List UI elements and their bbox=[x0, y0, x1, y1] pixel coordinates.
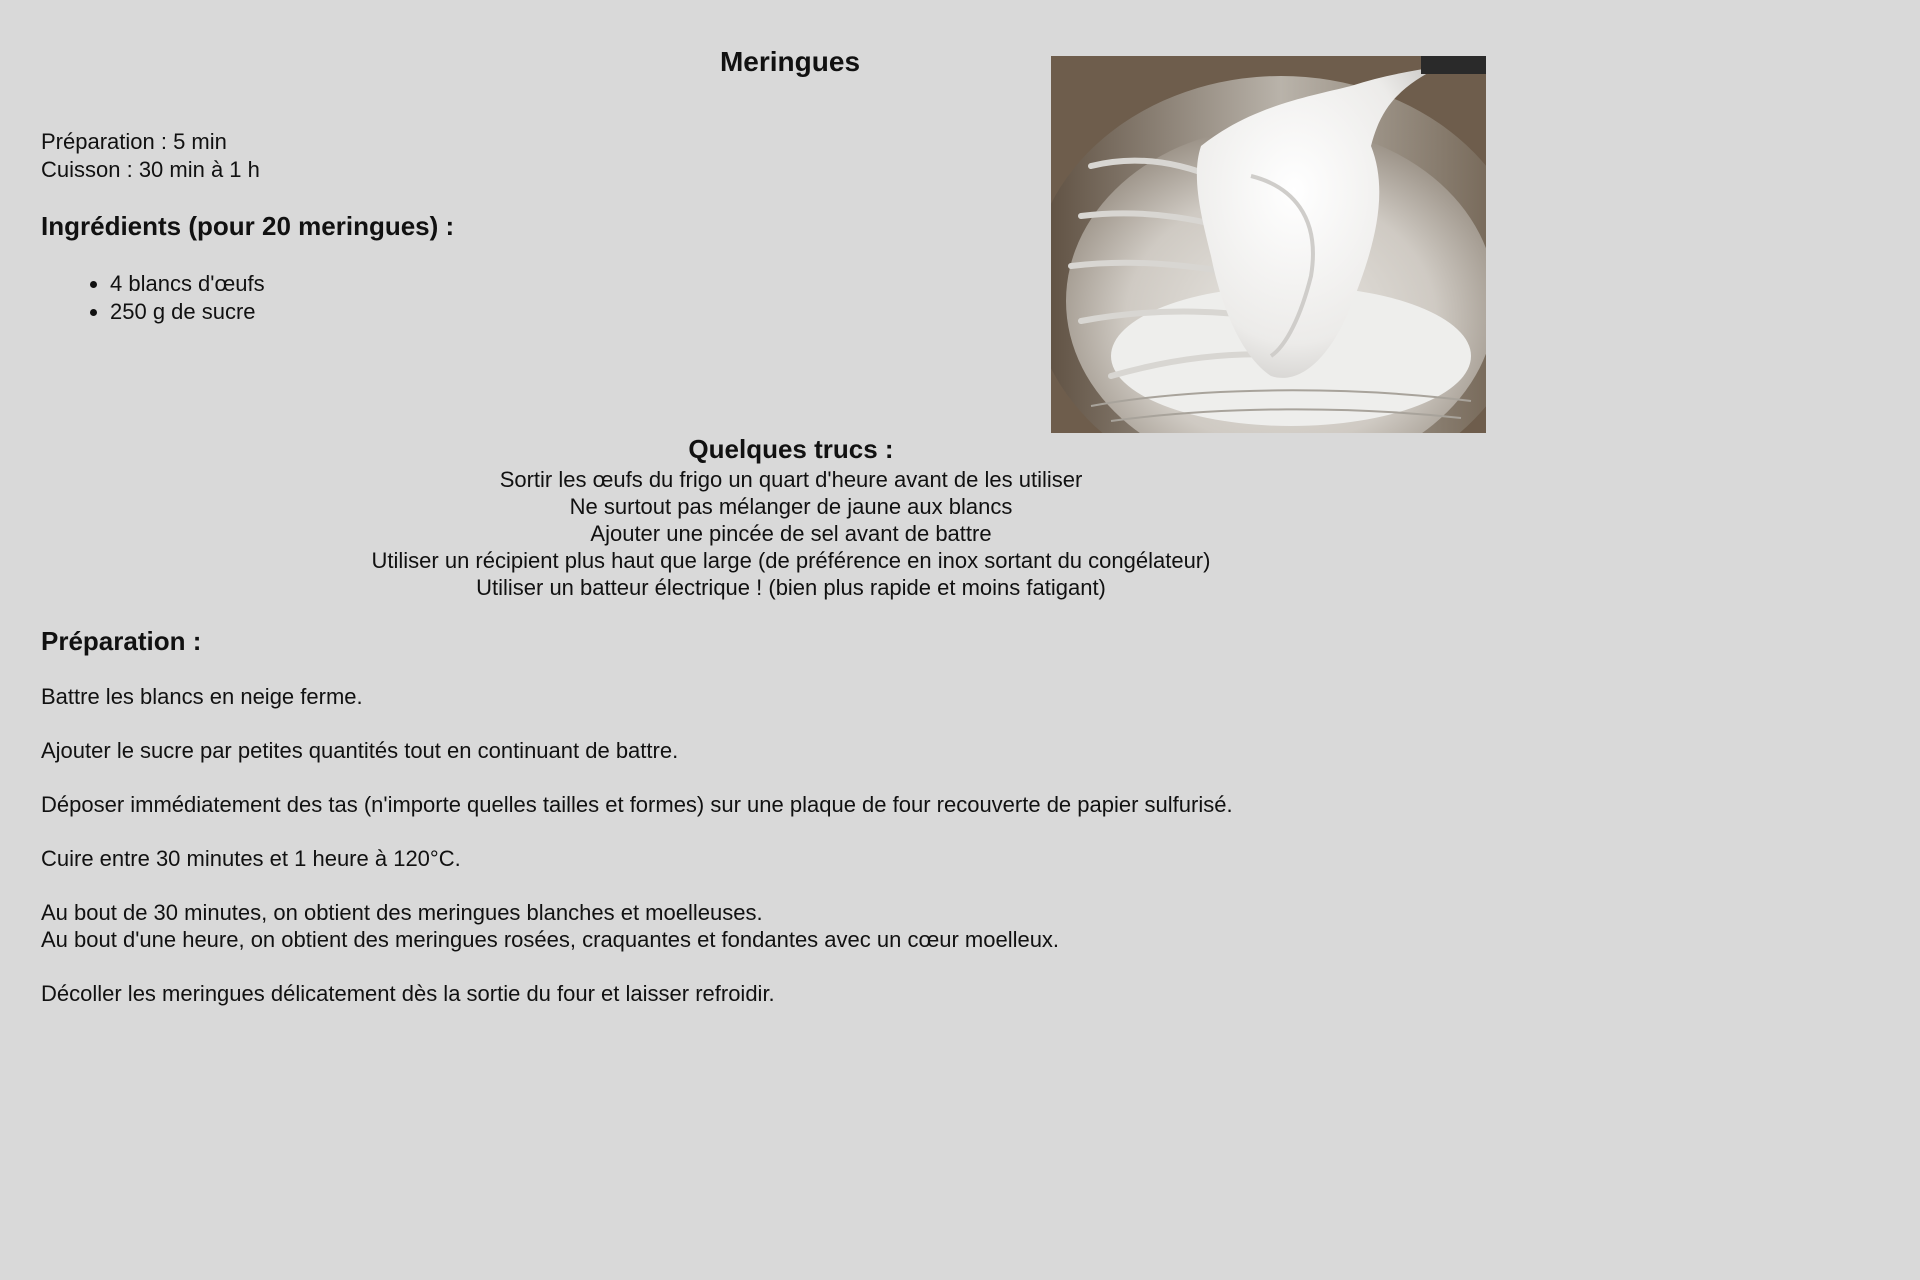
cooking-time: Cuisson : 30 min à 1 h bbox=[41, 157, 260, 182]
tips-heading: Quelques trucs : bbox=[688, 434, 894, 464]
step-text: Au bout de 30 minutes, on obtient des meringues blanches et moelleuses. bbox=[41, 900, 763, 925]
tip-item: Utiliser un récipient plus haut que large (de préférence en inox sortant du congélateur) bbox=[371, 548, 1211, 573]
step-text: Cuire entre 30 minutes et 1 heure à 120°C. bbox=[41, 846, 461, 871]
page-title: Meringues bbox=[719, 46, 861, 77]
ingredients-heading: Ingrédients (pour 20 meringues) : bbox=[41, 211, 455, 241]
ingredient-item: • 250 g de sucre bbox=[110, 298, 265, 326]
tip-item: Ajouter une pincée de sel avant de battre bbox=[590, 521, 992, 546]
step-text: Au bout d'une heure, on obtient des meringues rosées, craquantes et fondantes avec un cœur moelleux. bbox=[41, 927, 1060, 952]
step-text: Battre les blancs en neige ferme. bbox=[41, 684, 363, 709]
ingredients-list bbox=[41, 270, 265, 326]
preparation-time: Préparation : 5 min bbox=[41, 129, 227, 154]
step-text: Ajouter le sucre par petites quantités tout en continuant de battre. bbox=[41, 738, 679, 763]
tip-item: Sortir les œufs du frigo un quart d'heure avant de les utiliser bbox=[499, 467, 1083, 492]
tip-item: Utiliser un batteur électrique ! (bien plus rapide et moins fatigant) bbox=[476, 575, 1106, 600]
step-text: Déposer immédiatement des tas (n'importe quelles tailles et formes) sur une plaque de four recouverte de papier sulfurisé. bbox=[41, 792, 1233, 817]
tips-list bbox=[0, 466, 1582, 601]
tips-section bbox=[0, 432, 1582, 601]
recipe-times bbox=[41, 128, 260, 184]
tip-item: Ne surtout pas mélanger de jaune aux blancs bbox=[569, 494, 1013, 519]
preparation-steps bbox=[41, 683, 1233, 1034]
meringue-whisk-photo bbox=[1051, 56, 1486, 433]
ingredient-item: • 4 blancs d'œufs bbox=[110, 270, 265, 298]
preparation-heading: Préparation : bbox=[41, 626, 202, 656]
step-text: Décoller les meringues délicatement dès la sortie du four et laisser refroidir. bbox=[41, 981, 775, 1006]
